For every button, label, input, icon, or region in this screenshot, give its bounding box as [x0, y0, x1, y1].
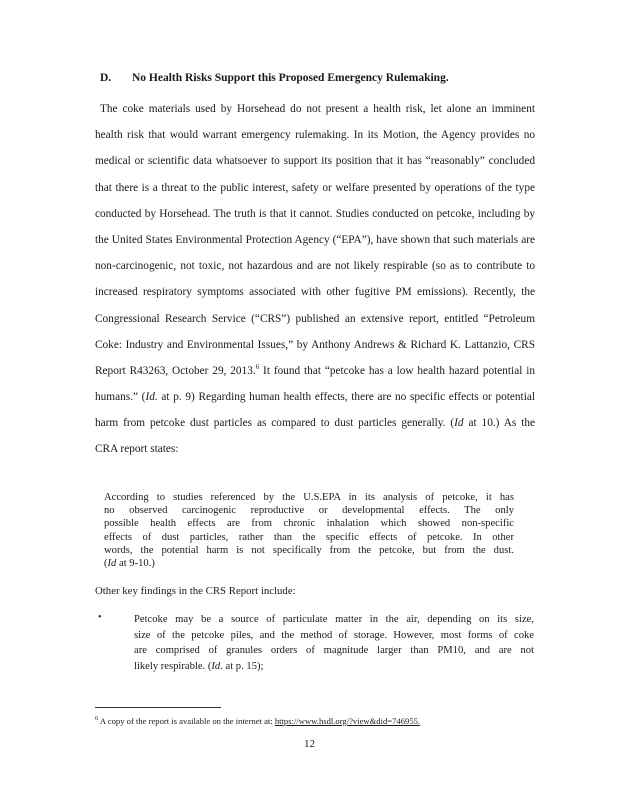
- bullet-line: [134, 659, 534, 675]
- body-line: [95, 358, 535, 384]
- footnote: [95, 715, 420, 726]
- body-line: [95, 384, 535, 410]
- body-line: [95, 410, 535, 436]
- footnote-number: 6: [95, 715, 99, 722]
- body-text-segment: humans.” (: [95, 391, 146, 404]
- id-citation: Id.: [211, 660, 223, 672]
- body-text-segment: at 10.) As the: [463, 417, 535, 430]
- id-citation: Id.: [145, 391, 158, 404]
- body-line: medical or scientific data whatsoever to support its position that it has “reasonably” concluded: [95, 155, 535, 168]
- footnote-reference: 6: [255, 363, 260, 372]
- footnote-divider: [95, 707, 221, 708]
- body-line: that there is a threat to the public interest, safety or welfare presented by operations of the type: [95, 181, 535, 194]
- body-line: Congressional Research Service (“CRS”) published an extensive report, entitled “Petroleum: [95, 312, 535, 325]
- bullet-line: are comprised of granules orders of magnitude larger than PM10, and are not: [134, 645, 534, 657]
- footnote-text: A copy of the report is available on the internet at:: [98, 715, 275, 726]
- bullet-text-segment: at p. 15);: [222, 660, 264, 672]
- body-line: health risk that would warrant emergency rulemaking. In its Motion, the Agency provides no: [95, 129, 535, 142]
- body-paragraph: [95, 96, 535, 463]
- id-citation: Id: [107, 558, 117, 570]
- section-title: No Health Risks Support this Proposed Emergency Rulemaking.: [132, 72, 449, 84]
- quote-line: According to studies referenced by the U.S.EPA in its analysis of petcoke, it has: [104, 492, 514, 503]
- report-citation: Report R43263, October 29, 2013.: [95, 364, 256, 377]
- body-text-segment: harm from petcoke dust particles as compared to dust particles generally. (: [95, 417, 455, 430]
- body-line: CRA report states:: [95, 443, 179, 456]
- quote-line: possible health effects are from chronic inhalation which showed non-specific: [104, 518, 514, 530]
- quote-citation: [104, 557, 514, 570]
- bullet-line: size of the petcoke piles, and the method of storage. However, most forms of coke: [134, 629, 534, 641]
- quote-line: words, the potential harm is not specifically from the petcoke, but from the dust.: [104, 544, 514, 556]
- body-line: non-carcinogenic, not toxic, not hazardous and are not likely respirable (so as to contribute to: [95, 260, 535, 273]
- body-line: the United States Environmental Protection Agency (“EPA”), have shown that such materials are: [95, 233, 535, 246]
- block-quote: [104, 491, 514, 570]
- footnote-link[interactable]: https://www.hsdl.org/?view&did=746955.: [274, 715, 421, 726]
- body-line: Coke: Industry and Environmental Issues,” by Anthony Andrews & Richard K. Lattanzio, CRS: [95, 338, 535, 351]
- citation-paren: (: [104, 558, 108, 570]
- report-finding: It found that “petcoke has a low health hazard potential in: [259, 364, 535, 377]
- page-number: 12: [304, 738, 315, 750]
- section-heading: [100, 72, 449, 84]
- bullet-text: [134, 612, 534, 674]
- findings-intro: Other key findings in the CRS Report include:: [95, 585, 296, 597]
- body-line: conducted by Horsehead. The truth is that it cannot. Studies conducted on petcoke, including by: [95, 207, 535, 220]
- quote-line: no observed carcinogenic reproductive or developmental effects. The only: [104, 505, 514, 517]
- section-letter: D.: [100, 72, 112, 84]
- quote-line: effects of dust particles, rather than the specific effects of petcoke. In other: [104, 531, 514, 543]
- citation-pages: at 9-10.): [116, 558, 155, 570]
- body-line: increased respiratory symptoms associated with other fugitive PM emissions). Recently, the: [95, 286, 535, 299]
- bullet-icon: •: [98, 612, 102, 623]
- body-line: The coke materials used by Horsehead do not present a health risk, let alone an imminent: [100, 103, 535, 115]
- id-citation: Id: [454, 417, 464, 430]
- bullet-line: Petcoke may be a source of particulate matter in the air, depending on its size,: [134, 614, 534, 625]
- bullet-text-segment: likely respirable. (: [134, 660, 212, 672]
- body-text-segment: at p. 9) Regarding human health effects, there are no specific effects or potential: [157, 391, 535, 404]
